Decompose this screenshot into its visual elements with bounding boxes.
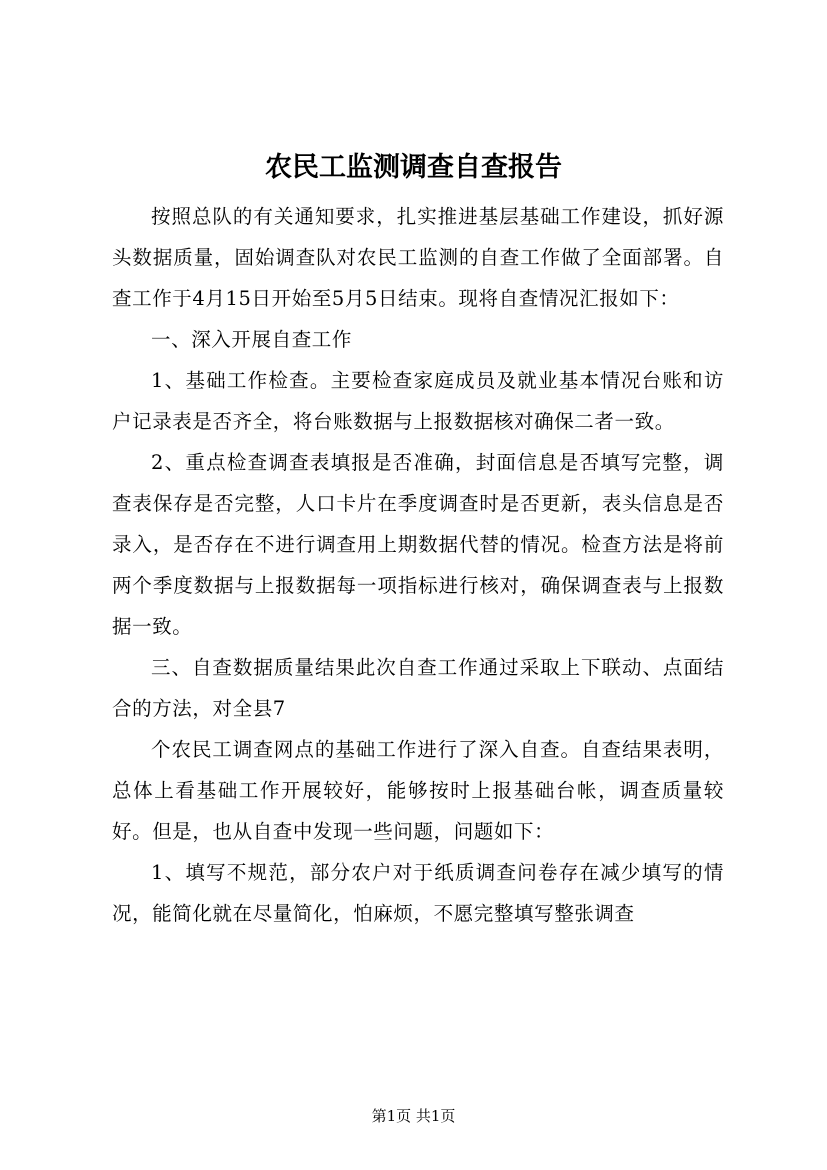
- paragraph-issue-1: 1、填写不规范，部分农户对于纸质调查问卷存在减少填写的情况，能简化就在尽量简化，怕麻烦，不愿完整填写整张调查: [112, 861, 724, 925]
- page-footer: 第1页 共1页: [371, 1107, 456, 1125]
- section-heading-1: 一、深入开展自查工作: [151, 328, 353, 351]
- paragraph-item-key-check: 2、重点检查调查表填报是否准确，封面信息是否填写完整，调查表保存是否完整，人口卡片在季度调查时是否更新，表头信息是否录入，是否存在不进行调查用上期数据代替的情况。检查方法是将前两个季度数据与上报数据每一项指标进行核对，确保调查表与上报数据一致。: [112, 451, 724, 638]
- document-title: 农民工监测调查自查报告: [265, 152, 562, 183]
- document-body: [112, 196, 724, 934]
- paragraph-results: 个农民工调查网点的基础工作进行了深入自查。自查结果表明，总体上看基础工作开展较好，能够按时上报基础台帐，调查质量较好。但是，也从自查中发现一些问题，问题如下：: [112, 738, 724, 843]
- paragraph-intro: 按照总队的有关通知要求，扎实推进基层基础工作建设，抓好源头数据质量，固始调查队对农民工监测的自查工作做了全面部署。自查工作于4月15日开始至5月5日结束。现将自查情况汇报如下：: [112, 205, 724, 310]
- paragraph-item-basic-check: 1、基础工作检查。主要检查家庭成员及就业基本情况台账和访户记录表是否齐全，将台账数据与上报数据核对确保二者一致。: [112, 369, 724, 433]
- section-heading-3: 三、自查数据质量结果此次自查工作通过采取上下联动、点面结合的方法，对全县7: [112, 656, 724, 720]
